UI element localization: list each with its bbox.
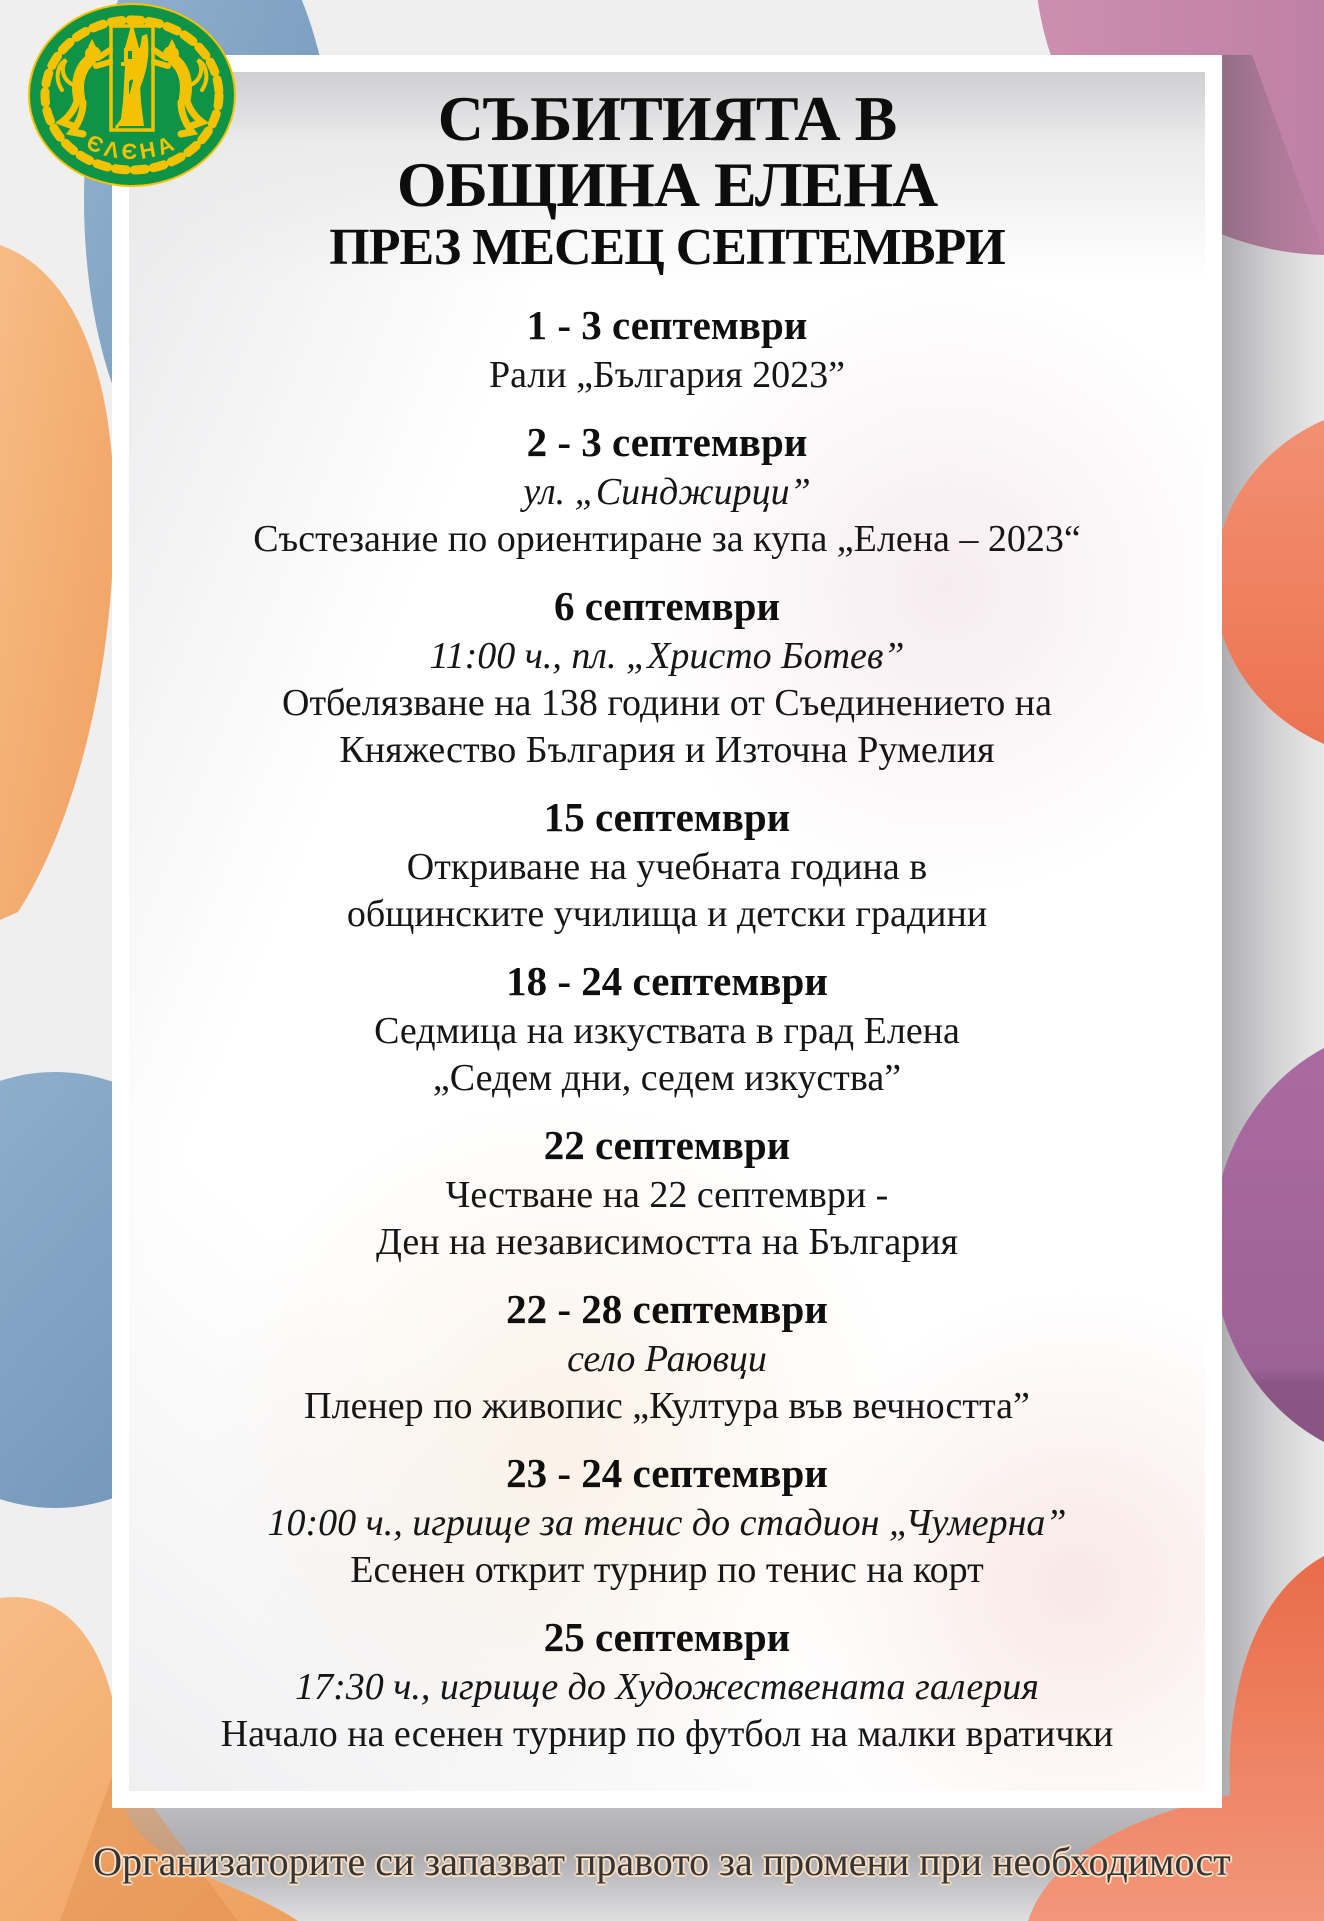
poster-content: [129, 72, 1205, 1791]
event-item: [145, 581, 1189, 774]
event-line: общинските училища и детски градини: [346, 893, 988, 935]
title-line-3: ПРЕЗ МЕСЕЦ СЕПТЕМВРИ: [329, 219, 1005, 276]
event-line: Начало на есенен турнир по футбол на малки вратички: [220, 1713, 1114, 1755]
event-line: Честване на 22 септември -: [445, 1174, 889, 1216]
event-date: 25 септември: [543, 1614, 791, 1660]
event-date: 18 - 24 септември: [506, 958, 828, 1004]
event-line: „Седем дни, седем изкуства”: [432, 1057, 902, 1099]
event-item: [145, 956, 1189, 1102]
municipality-logo: [26, 2, 238, 188]
event-line: 10:00 ч., игрище за тенис до стадион „Чумерна”: [267, 1502, 1067, 1544]
title-line-2: ОБЩИНА ЕЛЕНА: [396, 149, 938, 220]
event-date: 6 септември: [553, 583, 781, 629]
event-line: Рали „България 2023”: [488, 354, 846, 396]
event-line: Пленер по живопис „Култура във вечността”: [304, 1385, 1030, 1427]
event-line: 17:30 ч., игрище до Художествената галерия: [295, 1666, 1039, 1708]
event-item: [145, 300, 1189, 399]
logo-text: ЄΛЄНА: [82, 129, 182, 165]
event-poster-card: [112, 55, 1222, 1808]
event-line: Княжество България и Източна Румелия: [339, 729, 995, 771]
event-date: 2 - 3 септември: [526, 419, 808, 465]
event-item: [145, 792, 1189, 938]
event-line: Отбелязване на 138 години от Съединението на: [282, 682, 1052, 724]
event-item: [145, 1612, 1189, 1758]
title-line-1: СЪБИТИЯТА В: [437, 83, 897, 154]
event-item: [145, 1448, 1189, 1594]
event-item: [145, 1284, 1189, 1430]
event-line: Състезание по ориентиране за купа „Елена – 2023“: [253, 518, 1081, 560]
poster-title: [129, 72, 1205, 278]
event-date: 22 - 28 септември: [506, 1286, 828, 1332]
event-date: 22 септември: [543, 1122, 791, 1168]
footer-note: Организаторите си запазват правото за промени при необходимост: [93, 1839, 1231, 1884]
event-date: 23 - 24 септември: [506, 1450, 828, 1496]
events-list: [129, 300, 1205, 1758]
event-line: 11:00 ч., пл. „Христо Ботев”: [429, 635, 905, 677]
event-line: ул. „Синджирци”: [523, 471, 811, 513]
event-line: Откриване на учебната година в: [406, 846, 928, 888]
event-item: [145, 417, 1189, 563]
event-date: 1 - 3 септември: [526, 302, 808, 348]
event-line: Седмица на изкуствата в град Елена: [374, 1010, 960, 1052]
event-date: 15 септември: [543, 794, 791, 840]
event-line: Ден на независимостта на България: [375, 1221, 959, 1263]
event-line: село Раювци: [567, 1338, 767, 1380]
event-line: Есенен открит турнир по тенис на корт: [350, 1549, 984, 1591]
event-item: [145, 1120, 1189, 1266]
